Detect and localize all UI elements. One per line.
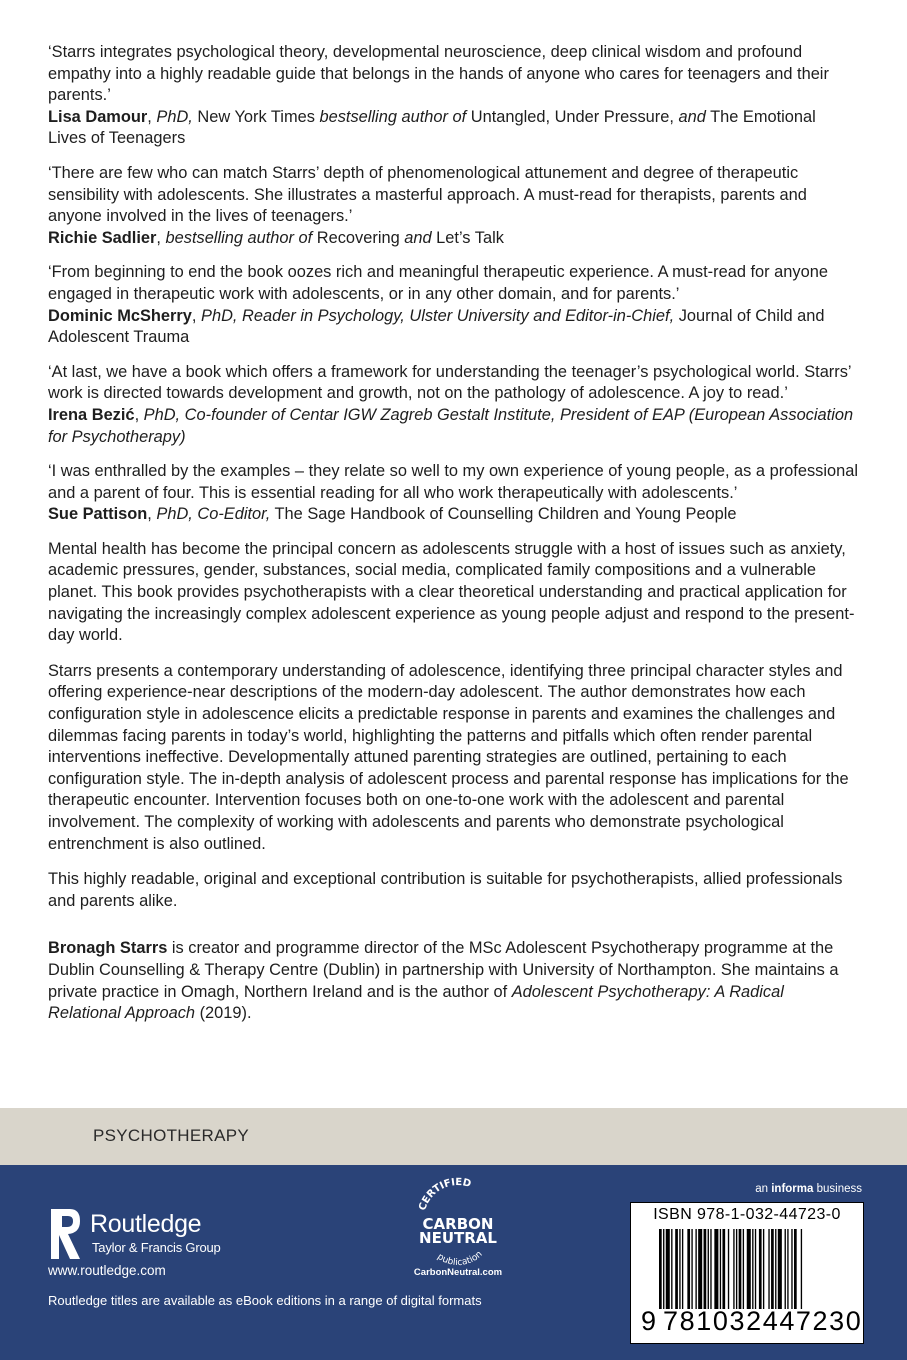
- blurb-sue-pattison: ‘I was enthralled by the examples – they relate so well to my own experience of young people, as a professional and a parent of four. This is essential reading for all who work therapeutically with adolescents.’ Sue Pattison, PhD, Co-Editor, The Sage Handbook of Counselling Children and Young People: [48, 462, 858, 524]
- author-bio-text: is creator and programme director of the MSc Adolescent Psychotherapy programme at the Dublin Counselling & Therapy Centre (Dublin) in partnership with University of Northampton. She maintains a private practice in Omagh, Northern Ireland and is the author of: [48, 939, 839, 1001]
- barcode-icon: [659, 1229, 849, 1309]
- blurb-quote: ‘I was enthralled by the examples – they relate so well to my own experience of young people, as a professional and a parent of four. This is essential reading for all who work therapeutically with adolescents.’: [48, 462, 858, 502]
- endorser-credential: New York Times: [197, 107, 315, 126]
- endorser-name: Sue Pattison: [48, 505, 148, 524]
- isbn-barcode-box: [630, 1202, 864, 1344]
- category-label: PSYCHOTHERAPY: [93, 1126, 249, 1145]
- endorser-credential: PhD, Co-founder of Centar IGW Zagreb Gestalt Institute, President of EAP (European Association for Psychotherapy): [48, 405, 854, 446]
- isbn-digits: 9 781032447230: [641, 1306, 863, 1336]
- description-paragraph: Starrs presents a contemporary understanding of adolescence, identifying three principal character styles and offering experience-near descriptions of the modern-day adolescent. The author demonstrates how each configuration style in adolescence elicits a predictable response in parents and examines the challenges and dilemmas facing parents in today’s world, highlighting the patterns and pitfalls which often render parental interventions ineffective. Developmentally attuned parenting strategies are outlined, pertaining to each configuration style. The in-depth analysis of adolescent process and parental response has implications for the therapeutic encounter. Intervention focuses both on one-to-one work with the adolescent and parental involvement. The complexity of working with adolescents and parents who demonstrate psychological entrenchment is also outlined.: [48, 661, 849, 853]
- description-paragraph: Mental health has become the principal concern as adolescents struggle with a host of issues such as anxiety, academic pressures, gender, substances, social media, complicated family compositions and a vulnerable planet. This book provides psychotherapists with a clear theoretical understanding and practical application for navigating the increasingly complex adolescent experience as young people adjust and respond to the present-day world.: [48, 539, 855, 645]
- endorser-credential: PhD,: [156, 107, 193, 126]
- endorser-credential: bestselling author of: [319, 107, 467, 126]
- endorser-credential: Recovering: [316, 228, 400, 247]
- cert-line-1: CERTIFIED: [417, 1177, 473, 1213]
- carbon-neutral-url: CarbonNeutral.com: [413, 1267, 503, 1278]
- publisher-name: Routledge: [90, 1210, 202, 1238]
- author-previous-book-year: (2019).: [199, 1004, 252, 1023]
- blurb-lisa-damour: ‘Starrs integrates psychological theory, developmental neuroscience, deep clinical wisdom and profound empathy into a highly readable guide that belongs in the hands of anyone who cares for teenagers and their parents.’ Lisa Damour, PhD, New York Times bestselling author of Untangled, Under Pressure, and The Emotional Lives of Teenagers: [48, 43, 829, 148]
- cert-line-2: CARBON: [422, 1215, 494, 1233]
- author-name: Bronagh Starrs: [48, 939, 168, 958]
- endorser-credential: bestselling author of: [165, 228, 313, 247]
- blurb-quote: ‘At last, we have a book which offers a framework for understanding the teenager’s psychological world. Starrs’ work is directed towards development and growth, not on the pathology of adolescence. A joy to read.’: [48, 362, 851, 403]
- endorser-credential: The Sage Handbook of Counselling Children and Young People: [274, 505, 737, 524]
- endorser-name: Lisa Damour: [48, 107, 148, 126]
- endorser-credential: and: [404, 228, 432, 247]
- category-band: [0, 1108, 907, 1165]
- endorser-credential: Untangled, Under Pressure,: [470, 107, 674, 126]
- publisher-group: Taylor & Francis Group: [92, 1240, 221, 1255]
- endorser-name: Irena Bezić: [48, 405, 135, 424]
- ebook-note: Routledge titles are available as eBook editions in a range of digital formats: [48, 1293, 482, 1308]
- endorser-credential: The Emotional Lives of Teenagers: [48, 107, 816, 148]
- routledge-logo-icon: [48, 1207, 82, 1261]
- blurb-quote: ‘From beginning to end the book oozes rich and meaningful therapeutic experience. A must-read for anyone engaged in therapeutic work with adolescents, or in any other domain, and for parents.’: [48, 263, 828, 303]
- blurb-dominic-mcsherry: ‘From beginning to end the book oozes rich and meaningful therapeutic experience. A must-read for anyone engaged in therapeutic work with adolescents, or in any other domain, and for parents.’ Dominic McSherry, PhD, Reader in Psychology, Ulster University and Editor-in-Chief, Journal of Child and Adolescent Trauma: [48, 263, 828, 347]
- blurb-quote: ‘Starrs integrates psychological theory, developmental neuroscience, deep clinical wisdom and profound empathy into a highly readable guide that belongs in the hands of anyone who cares for teenagers and their parents.’: [48, 43, 829, 105]
- isbn-label: ISBN 978-1-032-44723-0: [653, 1206, 841, 1223]
- publisher-url[interactable]: www.routledge.com: [48, 1263, 166, 1278]
- blurb-irena-bezic: ‘At last, we have a book which offers a framework for understanding the teenager’s psychological world. Starrs’ work is directed towards development and growth, not on the pathology of adolescence. A joy to read.’ Irena Bezić, PhD, Co-founder of Centar IGW Zagreb Gestalt Institute, President of EAP (European Association for Psychotherapy): [48, 362, 854, 446]
- endorser-name: Dominic McSherry: [48, 306, 192, 325]
- cert-line-3: NEUTRAL: [419, 1229, 497, 1247]
- endorser-credential: PhD, Reader in Psychology, Ulster University and Editor-in-Chief,: [201, 306, 675, 325]
- author-bio: [48, 938, 858, 1024]
- blurb-quote: ‘There are few who can match Starrs’ depth of phenomenological attunement and degree of therapeutic sensibility with adolescents. She illustrates a masterful approach. A must-read for therapists, parents and anyone involved in the lives of teenagers.’: [48, 163, 807, 226]
- endorser-name: Richie Sadlier: [48, 228, 157, 247]
- description-paragraph: This highly readable, original and exceptional contribution is suitable for psychotherapists, allied professionals and parents alike.: [48, 870, 843, 910]
- endorser-credential: and: [678, 107, 706, 126]
- endorser-credential: Let’s Talk: [436, 228, 504, 247]
- informa-tag: an informa business: [755, 1183, 862, 1195]
- author-previous-book: Adolescent Psychotherapy: A Radical Relational Approach: [48, 982, 784, 1023]
- blurb-richie-sadlier: ‘There are few who can match Starrs’ depth of phenomenological attunement and degree of therapeutic sensibility with adolescents. She illustrates a masterful approach. A must-read for therapists, parents and anyone involved in the lives of teenagers.’ Richie Sadlier, bestselling author of Recovering and Let’s Talk: [48, 163, 807, 247]
- cert-line-4: publication: [435, 1249, 485, 1269]
- endorser-credential: PhD, Co-Editor,: [156, 505, 271, 524]
- back-cover-text: [48, 42, 858, 1039]
- endorser-credential: Journal of Child and Adolescent Trauma: [48, 306, 825, 347]
- publisher-footer: [0, 1165, 907, 1360]
